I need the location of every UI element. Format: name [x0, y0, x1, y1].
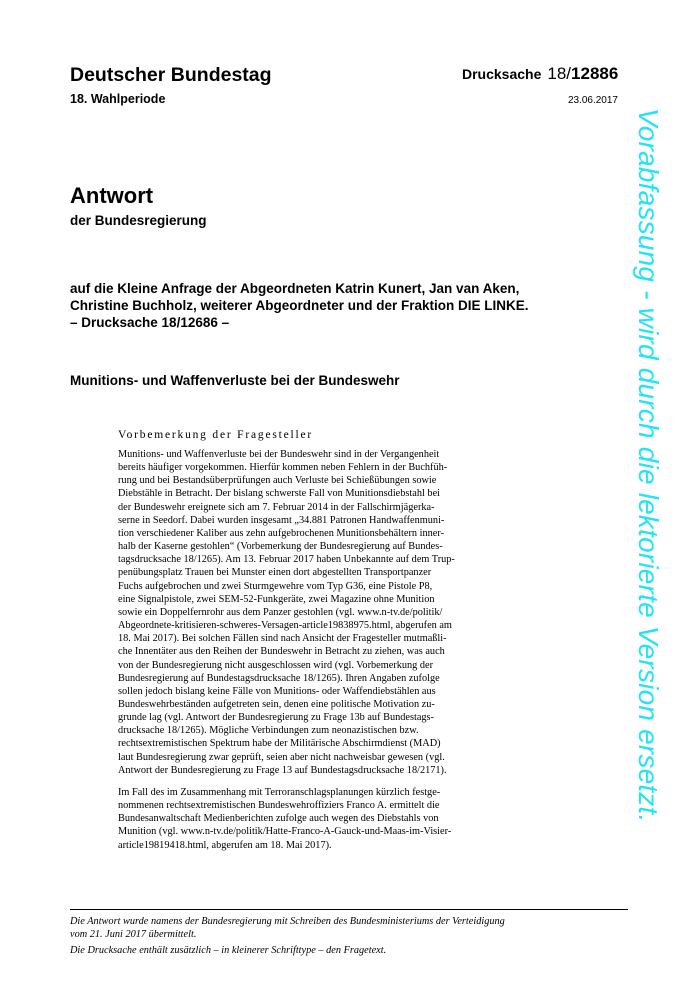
body-line: sollen jedoch bislang keine Fälle von Munitions- oder Waffendiebstählen aus	[118, 685, 436, 697]
body-line: tion verschiedener Kaliber aus zehn aufgebrochenen Munitionsbehältern inner-	[118, 527, 445, 539]
preliminary-body	[118, 448, 474, 861]
watermark-text: Vorabfassung - wird durch die lektorierte Version ersetzt.	[633, 108, 664, 823]
preliminary-heading: Vorbemerkung der Fragesteller	[118, 429, 314, 441]
inquiry-line: auf die Kleine Anfrage der Abgeordneten Katrin Kunert, Jan van Aken,	[70, 281, 520, 296]
footnote-transmission	[70, 915, 505, 941]
body-line: Bundesregierung auf Bundestagsdrucksache 18/1265). Ihren Angaben zufolge	[118, 672, 440, 684]
body-line: Munitions- und Waffenverluste bei der Bundeswehr sind in der Vergangenheit	[118, 449, 440, 460]
footnote-type-note: Die Drucksache enthält zusätzlich – in kleinerer Schrifttype – den Fragetext.	[70, 945, 387, 956]
inquiry-line: – Drucksache 18/12686 –	[70, 315, 230, 330]
inquiry-reference	[70, 280, 590, 331]
body-line: grunde lag (vgl. Antwort der Bundesregierung zu Frage 13b auf Bundestags-	[118, 712, 434, 724]
body-line: Abgeordnete-kritisieren-schweres-Versagen-article19838975.html, abgerufen am	[118, 620, 452, 632]
drucksache-prefix: 18/	[547, 64, 572, 83]
document-title: Antwort	[70, 183, 154, 208]
body-line: Im Fall des im Zusammenhang mit Terroranschlagsplanungen kürzlich festge-	[118, 786, 441, 798]
body-line: Fuchs aufgebrochen und zwei Sturmgewehre vom Typ G36, eine Pistole P8,	[118, 580, 433, 592]
body-line: von der Bundesregierung nicht ausgeschlossen wird (vgl. Vorbemerkung der	[118, 659, 434, 671]
body-line: Munition (vgl. www.n-tv.de/politik/Hatte-Franco-A-Gauck-und-Maas-im-Visier-	[118, 826, 452, 838]
drucksache-value: 12886	[571, 64, 619, 83]
body-line: serne in Seedorf. Dabei wurden insgesamt „34.881 Patronen Handwaffenmuni-	[118, 514, 445, 526]
drucksache-number	[462, 64, 618, 84]
body-line: Bundeswehrbeständen aufgetreten sein, denen eine politische Motivation zu-	[118, 698, 435, 710]
body-line: penübungsplatz Trauen bei Munster einen dort abgestellten Transportpanzer	[118, 567, 432, 579]
body-line: nommenen rechtsextremistischen Bundeswehroffiziers Franco A. ermittelt die	[118, 800, 440, 812]
body-line: Antwort der Bundesregierung zu Frage 13 auf Bundestagsdrucksache 18/2171).	[118, 764, 447, 776]
topic-heading: Munitions- und Waffenverluste bei der Bundeswehr	[70, 373, 400, 388]
body-line: laut Bundesregierung zwar geprüft, seien aber nicht nachweisbar gewesen (vgl.	[118, 751, 445, 763]
body-line: che Innentäter aus den Reihen der Bundeswehr in Betracht zu ziehen, was auch	[118, 646, 445, 658]
body-line: sowie ein Doppelfernrohr aus dem Panzer gestohlen (vgl. www.n-tv.de/politik/	[118, 606, 443, 618]
body-line: article19819418.html, abgerufen am 18. Mai 2017).	[118, 839, 332, 851]
body-line: bereits häufiger vorgekommen. Hierfür kommen neben Fehlern in der Buchfüh-	[118, 462, 448, 474]
body-line: Bundesanwaltschaft Medienberichten zufolge auch wegen des Diebstahls von	[118, 813, 439, 825]
inquiry-line: Christine Buchholz, weiterer Abgeordneter und der Fraktion DIE LINKE.	[70, 298, 529, 313]
body-line: eine Signalpistole, zwei SEM-52-Funkgeräte, zwei Magazine ohne Munition	[118, 593, 435, 605]
body-line: 18. Mai 2017). Bei solchen Fällen sind nach Ansicht der Fragesteller mutmaßli-	[118, 633, 447, 645]
body-paragraph	[118, 786, 474, 852]
body-line: halb der Kaserne gestohlen“ (Vorbemerkung der Bundesregierung auf Bundes-	[118, 541, 443, 553]
document-subtitle: der Bundesregierung	[70, 213, 207, 228]
body-line: rung und bei Bestandsüberprüfungen auch Verluste bei Schießübungen sowie	[118, 475, 437, 487]
body-paragraph	[118, 448, 474, 777]
legislative-period: 18. Wahlperiode	[70, 92, 166, 106]
organization-name: Deutscher Bundestag	[70, 64, 272, 86]
body-line: drucksache 18/1265). Mögliche Verbindungen zum neonazistischen bzw.	[118, 725, 419, 737]
body-line: der Bundeswehr ereignete sich am 7. Februar 2014 in der Fallschirmjägerka-	[118, 501, 435, 513]
body-line: rechtsextremistischen Spektrum habe der Militärische Abschirmdienst (MAD)	[118, 738, 441, 750]
footnote-line: Die Antwort wurde namens der Bundesregierung mit Schreiben des Bundesministeriums der Verteidigung	[70, 916, 505, 927]
body-line: tagsdrucksache 18/1265). Am 13. Februar 2017 haben Unbekannte auf dem Trup-	[118, 554, 455, 566]
footnote-divider	[70, 909, 628, 910]
drucksache-label: Drucksache	[462, 66, 542, 82]
document-date: 23.06.2017	[567, 95, 618, 106]
footnote-line: vom 21. Juni 2017 übermittelt.	[70, 929, 197, 940]
body-line: Diebstähle in Betracht. Der bislang schwerste Fall von Munitionsdiebstahl bei	[118, 488, 440, 500]
